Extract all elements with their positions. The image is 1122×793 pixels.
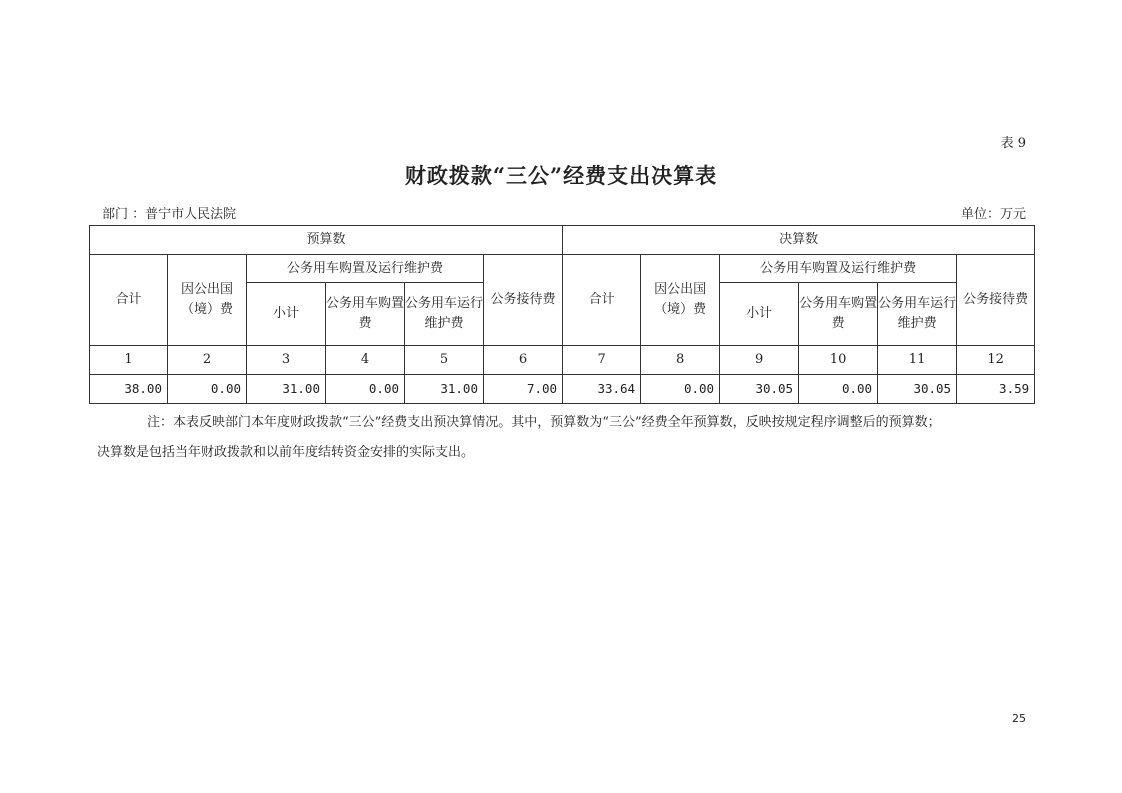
value-cell: 7.00	[484, 375, 563, 404]
value-cell: 0.00	[641, 375, 720, 404]
index-cell: 3	[247, 346, 326, 375]
index-cell: 2	[168, 346, 247, 375]
index-cell: 11	[878, 346, 957, 375]
budget-vehicle-group-header: 公务用车购置及运行维护费	[247, 255, 484, 283]
index-cell: 9	[720, 346, 799, 375]
value-cell: 33.64	[563, 375, 641, 404]
final-vehicle-operation-header: 公务用车运行维护费	[878, 283, 957, 346]
final-group-header: 决算数	[563, 226, 1035, 255]
page-number: 25	[1012, 712, 1026, 725]
final-total-header: 合计	[563, 255, 641, 346]
index-cell: 8	[641, 346, 720, 375]
index-cell: 10	[799, 346, 878, 375]
index-cell: 6	[484, 346, 563, 375]
budget-group-header: 预算数	[90, 226, 563, 255]
index-cell: 5	[405, 346, 484, 375]
table-number: 表 9	[1000, 136, 1026, 151]
value-cell: 0.00	[326, 375, 405, 404]
budget-abroad-header: 因公出国（境）费	[168, 255, 247, 346]
data-row	[90, 375, 1035, 404]
value-cell: 31.00	[247, 375, 326, 404]
final-reception-header: 公务接待费	[957, 255, 1035, 346]
unit-label: 单位：万元	[960, 207, 1026, 222]
budget-subtotal-header: 小计	[247, 283, 326, 346]
value-cell: 3.59	[957, 375, 1035, 404]
value-cell: 0.00	[168, 375, 247, 404]
final-abroad-header: 因公出国（境）费	[641, 255, 720, 346]
budget-vehicle-operation-header: 公务用车运行维护费	[405, 283, 484, 346]
index-cell: 4	[326, 346, 405, 375]
value-cell: 30.05	[878, 375, 957, 404]
table-note	[97, 408, 1032, 468]
index-cell: 12	[957, 346, 1035, 375]
budget-reception-header: 公务接待费	[484, 255, 563, 346]
department-label: 部门 ：普宁市人民法院	[102, 207, 237, 222]
note-line-1: 注：本表反映部门本年度财政拨款“三公”经费支出预决算情况。其中，预算数为“三公”经费全年预算数，反映按规定程序调整后的预算数；	[147, 415, 941, 430]
page-title: 财政拨款“三公”经费支出决算表	[404, 163, 718, 188]
budget-total-header: 合计	[90, 255, 168, 346]
final-vehicle-purchase-header: 公务用车购置费	[799, 283, 878, 346]
note-line-2: 决算数是包括当年财政拨款和以前年度结转资金安排的实际支出。	[97, 445, 475, 460]
value-cell: 38.00	[90, 375, 168, 404]
value-cell: 31.00	[405, 375, 484, 404]
index-cell: 1	[90, 346, 168, 375]
index-row	[90, 346, 1035, 375]
expenditure-table	[89, 225, 1035, 404]
final-vehicle-group-header: 公务用车购置及运行维护费	[720, 255, 957, 283]
index-cell: 7	[563, 346, 641, 375]
value-cell: 0.00	[799, 375, 878, 404]
final-subtotal-header: 小计	[720, 283, 799, 346]
budget-vehicle-purchase-header: 公务用车购置费	[326, 283, 405, 346]
value-cell: 30.05	[720, 375, 799, 404]
